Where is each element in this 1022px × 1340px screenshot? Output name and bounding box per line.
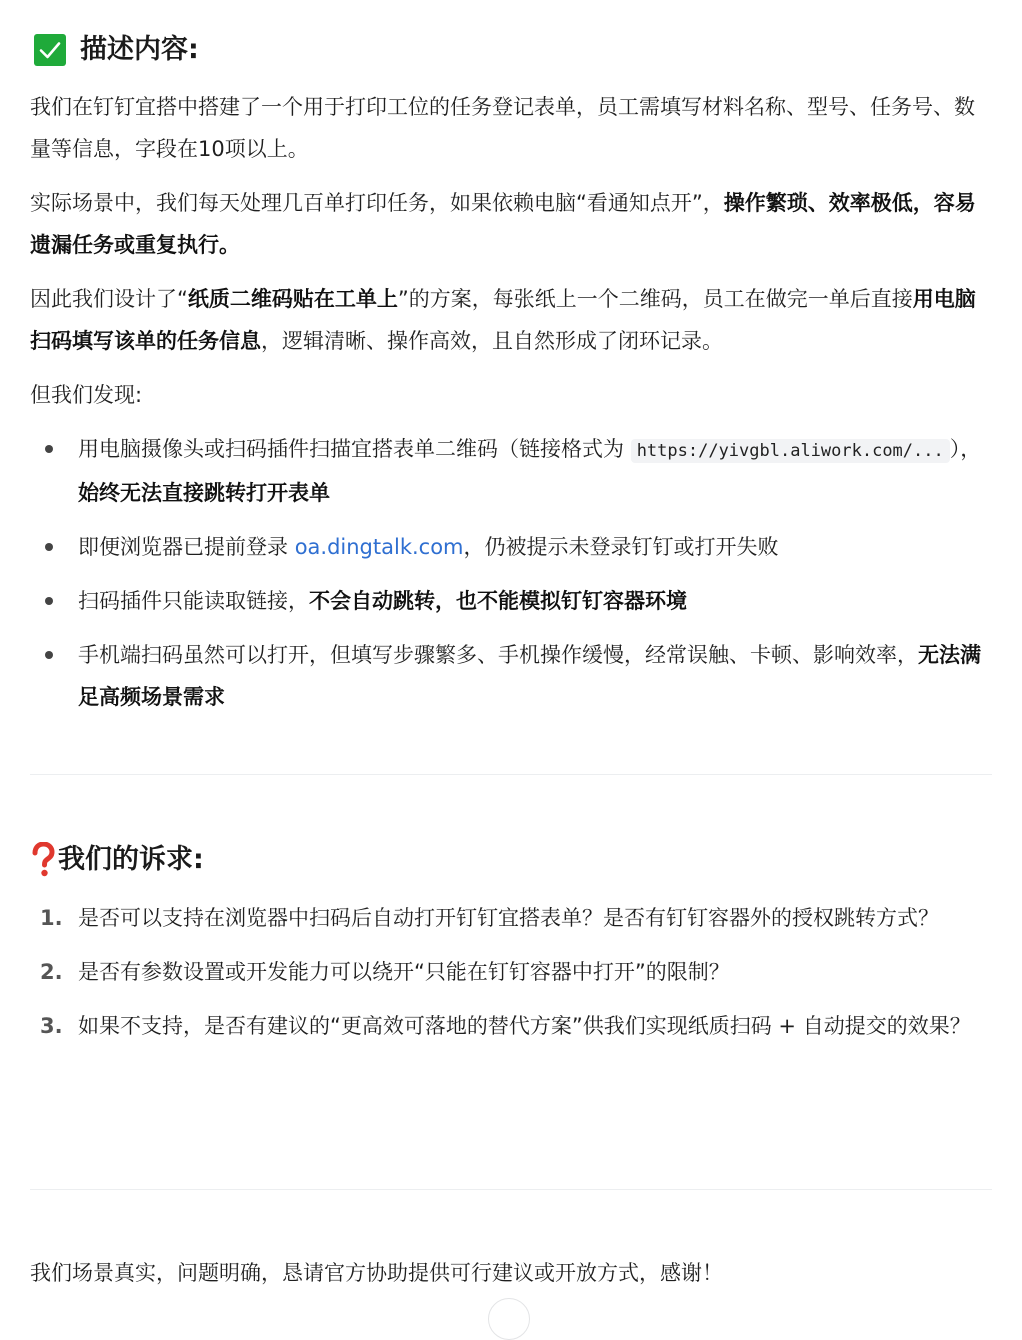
bold-text: 始终无法直接跳转打开表单 <box>78 481 330 505</box>
bold-text: 操作繁琐、效率极低，容易遗漏任务或重复执行。 <box>30 191 976 257</box>
question-mark-icon <box>30 842 56 878</box>
paragraph-findings: 但我们发现: <box>30 383 143 407</box>
bold-text: 纸质二维码贴在工单上 <box>187 287 398 311</box>
section-heading-requests <box>30 842 204 878</box>
findings-list <box>30 428 992 730</box>
heading-text: 描述内容: <box>80 34 199 65</box>
bold-text: 用电脑扫码填写该单的任务信息 <box>30 287 976 353</box>
bullet-icon <box>45 597 53 605</box>
dingtalk-link[interactable]: oa.dingtalk.com <box>294 535 464 559</box>
list-item: 2. 是否有参数设置或开发能力可以绕开“只能在钉钉容器中打开”的限制？ <box>40 960 730 984</box>
list-item: 1. 是否可以支持在浏览器中扫码后自动打开钉钉宜搭表单？是否有钉钉容器外的授权跳转方式？ <box>40 906 939 930</box>
paragraph-solution: 因此我们设计了“纸质二维码贴在工单上”的方案，每张纸上一个二维码，员工在做完一单后直接用电脑扫码填写该单的任务信息，逻辑清晰、操作高效，且自然形成了闭环记录。 <box>30 287 976 353</box>
section-heading-description <box>30 32 199 68</box>
list-item: 3. 如果不支持，是否有建议的“更高效可落地的替代方案”供我们实现纸质扫码 + 自动提交的效果？ <box>40 1014 971 1038</box>
bullet-icon <box>45 543 53 551</box>
list-item: 即便浏览器已提前登录 oa.dingtalk.com，仍被提示未登录钉钉或打开失败 <box>30 526 992 568</box>
list-item: 扫码插件只能读取链接，不会自动跳转，也不能模拟钉钉容器环境 <box>30 580 992 622</box>
divider <box>30 774 992 775</box>
inline-code: https://yivgbl.aliwork.com/... <box>631 439 950 463</box>
heading-text: 我们的诉求: <box>58 844 204 875</box>
requests-list <box>30 897 992 1059</box>
scroll-button[interactable] <box>488 1298 530 1340</box>
closing-paragraph: 我们场景真实，问题明确，恳请官方协助提供可行建议或开放方式，感谢！ <box>30 1261 723 1285</box>
list-item: 手机端扫码虽然可以打开，但填写步骤繁多、手机操作缓慢，经常误触、卡顿、影响效率，无法满足高频场景需求 <box>30 634 992 718</box>
paragraph-intro: 我们在钉钉宜搭中搭建了一个用于打印工位的任务登记表单，员工需填写材料名称、型号、任务号、数量等信息，字段在10项以上。 <box>30 95 975 161</box>
check-box-icon <box>34 34 66 66</box>
bullet-icon <box>45 651 53 659</box>
bold-text: 不会自动跳转，也不能模拟钉钉容器环境 <box>309 589 687 613</box>
list-item: 用电脑摄像头或扫码插件扫描宜搭表单二维码（链接格式为 https://yivgbl.aliwork.com/... ），始终无法直接跳转打开表单 <box>30 428 992 514</box>
bold-text: 无法满足高频场景需求 <box>78 643 981 709</box>
paragraph-scenario: 实际场景中，我们每天处理几百单打印任务，如果依赖电脑“看通知点开”，操作繁琐、效率极低，容易遗漏任务或重复执行。 <box>30 191 976 257</box>
divider <box>30 1189 992 1190</box>
bullet-icon <box>45 445 53 453</box>
